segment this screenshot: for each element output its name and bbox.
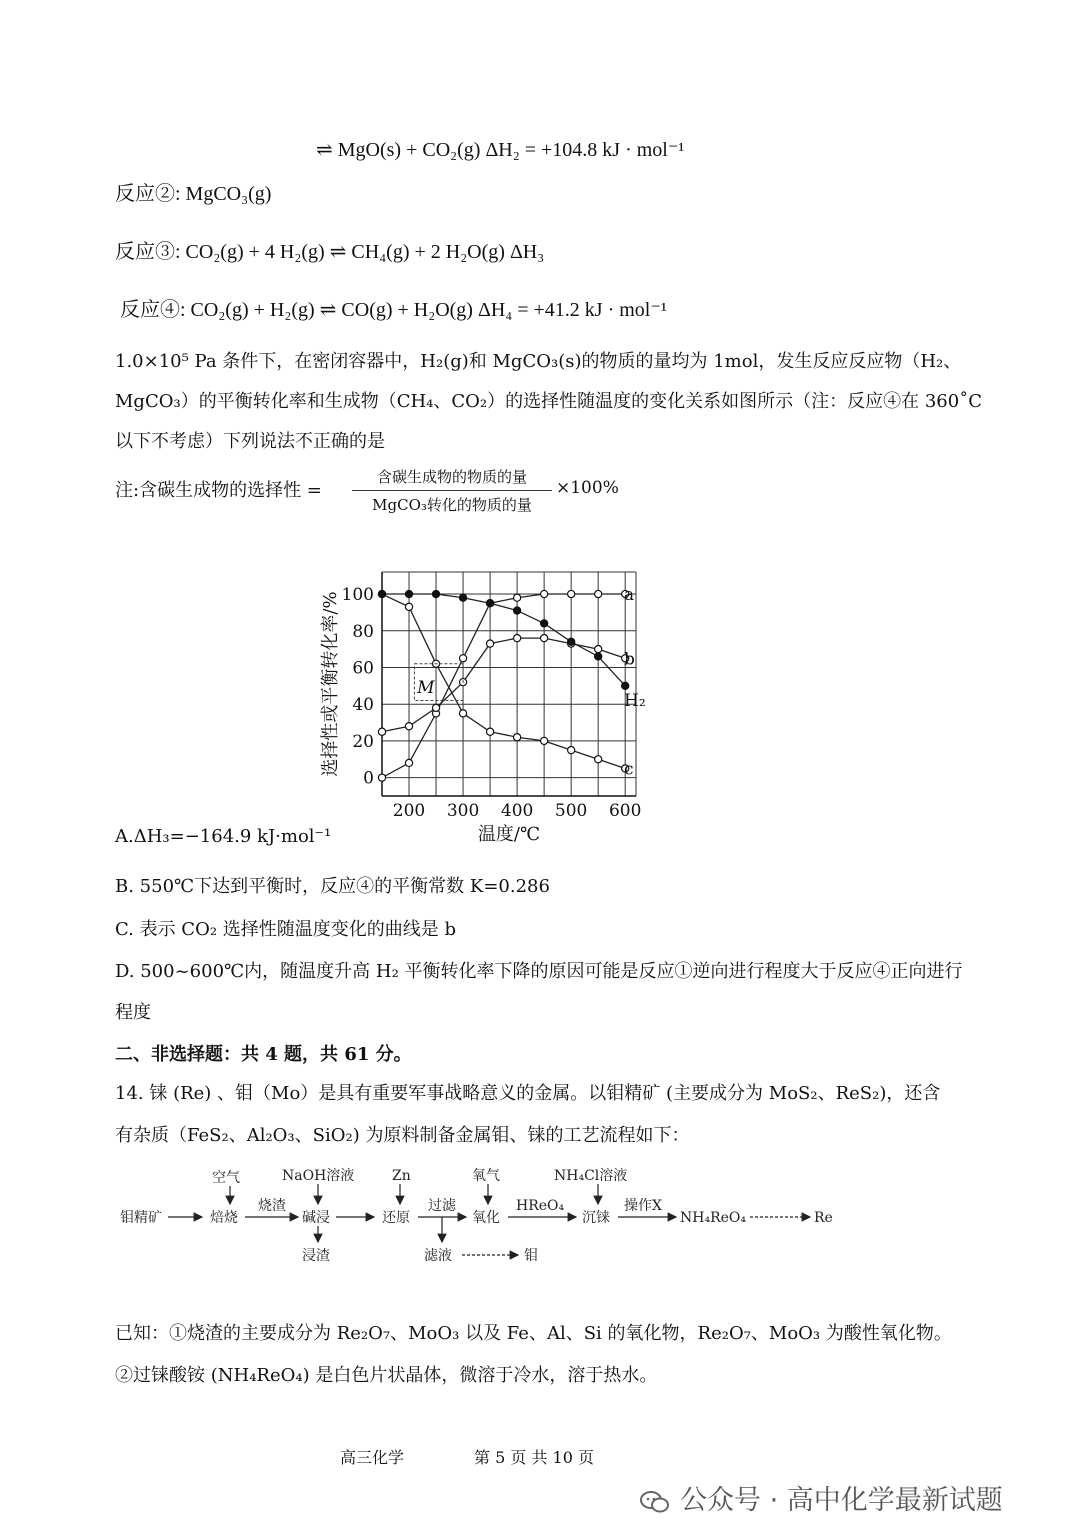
- flow-reduce-input: Zn: [392, 1168, 411, 1184]
- series-label: H₂: [624, 690, 646, 711]
- series-point-c: [514, 734, 521, 741]
- x-tick-label: 600: [608, 801, 642, 821]
- q14-line-2: 有杂质（FeS₂、Al₂O₃、SiO₂) 为原料制备金属钼、铼的工艺流程如下：: [115, 1125, 690, 1146]
- flow-mo: 钼: [524, 1248, 538, 1264]
- x-tick-label: 500: [554, 801, 588, 821]
- series-point-H₂: [595, 653, 602, 660]
- series-point-b: [486, 640, 493, 647]
- series-label: b: [624, 649, 635, 670]
- footer-subject: 高三化学: [340, 1448, 405, 1467]
- flow-roast: 焙烧: [210, 1210, 238, 1226]
- series-point-c: [405, 603, 412, 610]
- watermark: [640, 1478, 1003, 1517]
- series-point-H₂: [378, 590, 385, 597]
- flow-re: Re: [814, 1210, 833, 1226]
- reaction-4: 反应④: CO₂(g) + H₂(g) ⇌ CO(g) + H₂O(g) ΔH₄ = +41.2 kJ · mol⁻¹: [120, 299, 667, 321]
- y-tick-label: 20: [352, 731, 374, 752]
- series-point-b: [595, 646, 602, 653]
- series-point-c: [459, 710, 466, 717]
- known-1: 已知：①烧渣的主要成分为 Re₂O₇、MoO₃ 以及 Fe、Al、Si 的氧化物，Re₂O₇、MoO₃ 为酸性氧化物。: [115, 1323, 952, 1344]
- selectivity-note-label: 注:含碳生成物的选择性 =: [115, 480, 322, 501]
- flow-filter: 过滤: [428, 1198, 456, 1214]
- watermark-text: 公众号 · 高中化学最新试题: [680, 1485, 1003, 1516]
- series-point-a: [595, 590, 602, 597]
- fraction-denominator: MgCO₃转化的物质的量: [372, 496, 532, 514]
- flow-hreo4: HReO₄: [516, 1198, 565, 1214]
- series-label: c: [624, 759, 634, 780]
- y-tick-label: 60: [352, 658, 374, 679]
- series-point-a: [514, 594, 521, 601]
- footer-page: 第 5 页 共 10 页: [474, 1448, 594, 1467]
- option-c: C. 表示 CO₂ 选择性随温度变化的曲线是 b: [115, 919, 457, 940]
- section-2-heading: 二、非选择题：共 4 题，共 61 分。: [115, 1044, 412, 1065]
- flow-reduce: 还原: [382, 1210, 410, 1226]
- flow-precip: 沉铼: [582, 1210, 610, 1226]
- series-point-c: [486, 728, 493, 735]
- y-tick-label: 100: [341, 585, 374, 606]
- series-point-H₂: [514, 607, 521, 614]
- series-point-b: [514, 634, 521, 641]
- series-point-H₂: [459, 594, 466, 601]
- series-line-H₂: [382, 594, 625, 686]
- series-point-c: [568, 746, 575, 753]
- question-line-3: 以下不考虑）下列说法不正确的是: [115, 431, 385, 452]
- option-a: A.ΔH₃=−164.9 kJ·mol⁻¹: [115, 826, 332, 847]
- series-label: a: [624, 585, 635, 606]
- series-point-c: [595, 756, 602, 763]
- y-axis-label: 选择性或平衡转化率/%: [320, 591, 341, 777]
- fraction-factor: ×100%: [556, 478, 619, 498]
- reaction-3: 反应③: CO₂(g) + 4 H₂(g) ⇌ CH₄(g) + 2 H₂O(g) ΔH₃: [115, 241, 545, 263]
- fraction-numerator: 含碳生成物的物质的量: [352, 466, 552, 491]
- flow-leach: 碱浸: [302, 1210, 330, 1226]
- question-line-1: 1.0×10⁵ Pa 条件下，在密闭容器中，H₂(g)和 MgCO₃(s)的物质的量均为 1mol，发生反应反应物（H₂、: [115, 351, 962, 372]
- x-axis-label: 温度/℃: [477, 824, 541, 845]
- annotation-m: M: [417, 678, 435, 699]
- series-point-a: [568, 590, 575, 597]
- y-tick-label: 80: [352, 621, 374, 642]
- x-tick-label: 200: [392, 801, 426, 821]
- flow-oxid: 氧化: [472, 1210, 500, 1226]
- flow-start: 钼精矿: [120, 1210, 162, 1226]
- series-point-H₂: [568, 638, 575, 645]
- conversion-selectivity-chart: [310, 560, 660, 850]
- series-point-H₂: [486, 600, 493, 607]
- flow-roast-input: 空气: [212, 1170, 240, 1186]
- reaction-1-tail: ⇌ MgO(s) + CO₂(g) ΔH₂ = +104.8 kJ · mol⁻¹: [316, 139, 685, 161]
- series-point-H₂: [405, 590, 412, 597]
- x-tick-label: 400: [500, 801, 534, 821]
- flow-oxid-input: 氧气: [472, 1168, 500, 1184]
- series-point-c: [541, 737, 548, 744]
- series-point-a: [459, 655, 466, 662]
- series-point-b: [405, 723, 412, 730]
- series-point-b: [432, 704, 439, 711]
- flow-leach-residue: 浸渣: [302, 1248, 330, 1264]
- option-d-line-2: 程度: [115, 1002, 151, 1023]
- option-b: B. 550℃下达到平衡时，反应④的平衡常数 K=0.286: [115, 876, 550, 897]
- flow-operation-x: 操作X: [624, 1198, 662, 1214]
- y-tick-label: 40: [352, 695, 374, 716]
- option-d-line-1: D. 500~600℃内，随温度升高 H₂ 平衡转化率下降的原因可能是反应①逆向进行程度大于反应④正向进行: [115, 961, 963, 982]
- x-tick-label: 300: [446, 801, 480, 821]
- series-point-b: [378, 728, 385, 735]
- flow-filtrate: 滤液: [424, 1248, 452, 1264]
- process-flow-diagram: [110, 1160, 850, 1270]
- series-point-b: [541, 634, 548, 641]
- known-2: ②过铼酸铵 (NH₄ReO₄) 是白色片状晶体，微溶于冷水，溶于热水。: [115, 1365, 658, 1386]
- series-point-H₂: [541, 620, 548, 627]
- series-point-a: [378, 774, 385, 781]
- series-point-a: [405, 759, 412, 766]
- question-line-2: MgCO₃）的平衡转化率和生成物（CH₄、CO₂）的选择性随温度的变化关系如图所示（注：反应④在 360˚C: [115, 391, 982, 412]
- series-point-a: [541, 590, 548, 597]
- flow-product: NH₄ReO₄: [680, 1210, 746, 1226]
- q14-line-1: 14. 铼 (Re) 、钼（Mo）是具有重要军事战略意义的金属。以钼精矿 (主要成分为 MoS₂、ReS₂)，还含: [115, 1083, 941, 1104]
- selectivity-fraction: [352, 466, 552, 515]
- wechat-icon: [640, 1491, 670, 1513]
- y-tick-label: 0: [363, 768, 374, 789]
- flow-precip-input: NH₄Cl溶液: [554, 1168, 628, 1184]
- series-point-H₂: [622, 682, 629, 689]
- series-point-H₂: [432, 590, 439, 597]
- reaction-2: 反应②: MgCO₃(g): [115, 183, 272, 205]
- flow-leach-input: NaOH溶液: [282, 1168, 355, 1184]
- flow-slag: 烧渣: [258, 1198, 286, 1214]
